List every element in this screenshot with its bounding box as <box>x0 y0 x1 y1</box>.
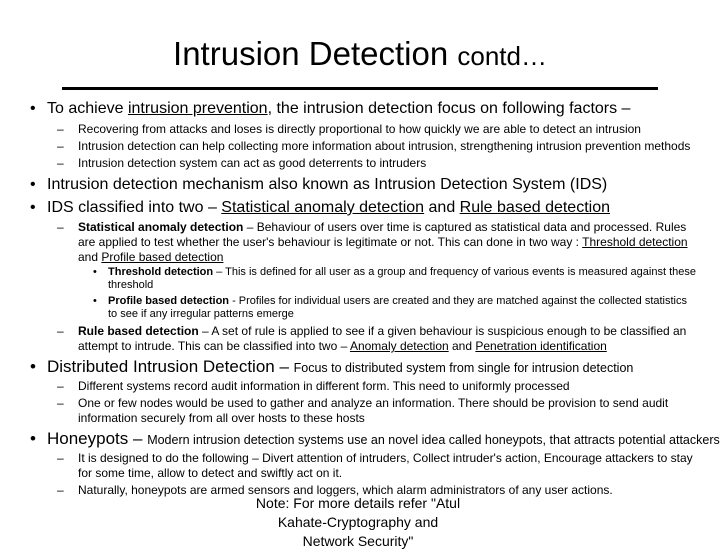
bullet-ids-definition: Intrusion detection mechanism also known as Intrusion Detection System (IDS) <box>47 176 608 193</box>
slide-title-suffix: contd… <box>457 41 547 71</box>
dash-marker: – <box>57 396 64 410</box>
distributed-sub-item-2-line-1: One or few nodes would be used to gather and analyze an information. There should be provision to send audit <box>78 396 669 410</box>
dash-marker: – <box>57 122 64 136</box>
bullet-ids-classification: IDS classified into two – Statistical anomaly detection and Rule based detection <box>47 199 610 216</box>
statistical-anomaly-line-1: Statistical anomaly detection – Behaviour of users over time is captured as statistical data and processed. Rules <box>78 220 687 234</box>
honeypots-sub-item-1-line-1: It is designed to do the following – Divert attention of intruders, Collect intruder's action, Encourage attackers to stay <box>78 451 693 465</box>
bullet-marker: • <box>93 266 97 278</box>
honeypots-sub-item-1-line-2: for some time, allow to detect and swiftly act on it. <box>78 466 343 480</box>
bullet-marker: • <box>30 429 36 448</box>
sub-item-recovering: Recovering from attacks and loses is directly proportional to how quickly we are able to detect an intrusion <box>78 122 641 136</box>
bullet-marker: • <box>30 176 36 193</box>
rule-based-term: Rule based detection <box>459 199 610 216</box>
anomaly-detection-term: Anomaly detection <box>349 339 449 353</box>
dash-marker: – <box>57 324 64 338</box>
profile-detection-line-1: Profile based detection - Profiles for individual users are created and they are matched against the collected statistics <box>108 295 687 307</box>
dash-marker: – <box>57 379 64 393</box>
dash-marker: – <box>57 139 64 153</box>
threshold-detection-term: Threshold detection <box>582 235 688 249</box>
threshold-detection-line-1: Threshold detection – This is defined for all user as a group and frequency of various events is measured against these <box>108 266 696 278</box>
intrusion-prevention-term: intrusion prevention <box>127 100 268 117</box>
distributed-sub-item-2-line-2: information securely from all over hosts to these hosts <box>78 411 365 425</box>
rule-based-line-1: Rule based detection – A set of rule is applied to see if a given behaviour is suspicious enough to be classified an <box>78 324 687 338</box>
honeypots-sub-item-2: Naturally, honeypots are armed sensors and loggers, which alarm administrators of any user actions. <box>78 483 613 497</box>
reference-note-line-3: Network Security" <box>302 533 414 549</box>
statistical-anomaly-line-3: and Profile based detection <box>78 250 224 264</box>
bullet-marker: • <box>30 100 36 117</box>
profile-based-term: Profile based detection <box>101 250 224 264</box>
rule-based-line-2: attempt to intrude. This can be classified into two – Anomaly detection and Penetration identification <box>78 339 607 353</box>
profile-detection-line-2: to see if any irregular patterns emerge <box>108 308 294 320</box>
slide-title-main: Intrusion Detection <box>173 35 449 72</box>
statistical-anomaly-term: Statistical anomaly detection <box>221 199 425 216</box>
penetration-identification-term: Penetration identification <box>475 339 607 353</box>
reference-note <box>228 494 488 551</box>
title-underline-divider <box>62 87 658 90</box>
dash-marker: – <box>57 483 64 497</box>
sub-item-collecting: Intrusion detection can help collecting more information about intrusion, strengthening intrusion prevention methods <box>78 139 691 153</box>
bullet-marker: • <box>93 295 97 307</box>
reference-note-line-2: Kahate-Cryptography and <box>277 514 439 530</box>
bullet-distributed-detection: Distributed Intrusion Detection – Focus to distributed system from single for intrusion detection <box>47 357 634 376</box>
reference-note-line-1: Note: For more details refer "Atul <box>255 495 461 511</box>
bullet-marker: • <box>30 357 36 376</box>
dash-marker: – <box>57 156 64 170</box>
distributed-sub-item-1: Different systems record audit information in different form. This need to uniformly processed <box>78 379 570 393</box>
sub-item-deterrents: Intrusion detection system can act as good deterrents to intruders <box>78 156 427 170</box>
statistical-anomaly-line-2: are applied to test whether the user's behaviour is legitimate or not. This can done in two way : Threshold detection <box>78 235 688 249</box>
bullet-honeypots: Honeypots – Modern intrusion detection systems use an novel idea called honeypots, that attracts potential attackers <box>47 429 720 448</box>
bullet-marker: • <box>30 199 36 216</box>
threshold-detection-line-2: threshold <box>108 279 154 291</box>
slide-title <box>0 34 720 76</box>
dash-marker: – <box>57 451 64 465</box>
dash-marker: – <box>57 220 64 234</box>
bullet-intrusion-prevention: To achieve intrusion prevention, the intrusion detection focus on following factors – <box>47 100 631 117</box>
